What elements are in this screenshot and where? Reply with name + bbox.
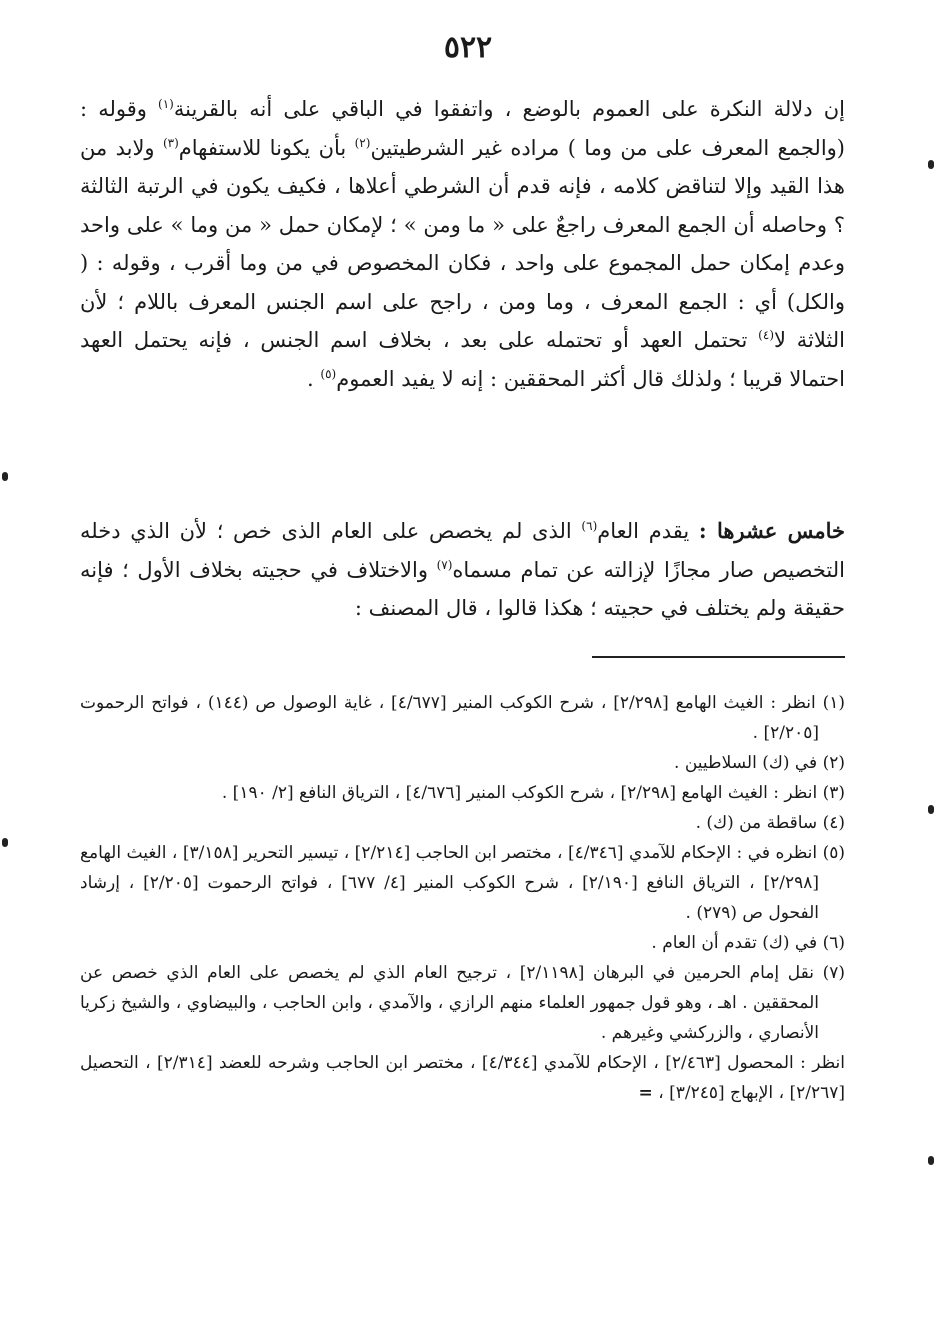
scan-mark bbox=[928, 805, 934, 814]
footnote-4: (٤) ساقطة من (ك) . bbox=[695, 813, 845, 833]
paragraph-text: إن دلالة النكرة على العموم بالوضع ، واتفقوا في الباقي على أنه بالقرينة bbox=[173, 97, 845, 121]
paragraph-text: الذى لم يخصص على العام الذى خص ؛ لأن الذي دخله التخصيص صار مجازًا لإزالته عن تمام مسماه bbox=[80, 519, 846, 582]
footnote-ref-1[interactable]: (١) bbox=[158, 97, 174, 111]
paragraph-text: وقوله : (والجمع المعرف على من وما ) مراده غير الشرطيتين bbox=[80, 97, 845, 160]
footnote-1: (١) انظر : الغيث الهامع [٢/٢٩٨] ، شرح الكوكب المنير [٤/٦٧٧] ، غاية الوصول ص (١٤٤) ، فواتح الرحموت [٢/٢٠٥] . bbox=[80, 693, 846, 743]
scan-mark bbox=[928, 1156, 934, 1165]
page-number: ٥٢٢ bbox=[443, 30, 493, 65]
scan-mark bbox=[928, 160, 934, 169]
paragraph-text: والاختلاف في حجيته بخلاف الأول ؛ فإنه حقيقة ولم يختلف في حجيته ؛ هكذا قالوا ، قال المصنف : bbox=[80, 557, 845, 620]
body-paragraph-2 bbox=[80, 512, 845, 628]
continuation-mark: = bbox=[638, 1083, 653, 1103]
footnote-text: انظر : المحصول [٢/٤٦٣] ، الإحكام للآمدي [٤/٣٤٤] ، مختصر ابن الحاجب وشرحه للعضد [٢/٣١٤] ، التحصيل [٢/٢٦٧] ، الإبهاج [٣/٢٤٥] ، bbox=[80, 1053, 846, 1103]
scan-mark bbox=[2, 838, 8, 847]
footnotes bbox=[80, 688, 845, 1108]
footnote-2: (٢) في (ك) السلاطيين . bbox=[674, 753, 845, 773]
scan-mark bbox=[2, 472, 8, 481]
footnote-ref-7[interactable]: (٧) bbox=[436, 557, 453, 572]
footnote-separator bbox=[592, 656, 845, 658]
footnote-ref-4[interactable]: (٤) bbox=[758, 328, 774, 342]
footnote-3: (٣) انظر : الغيث الهامع [٢/٢٩٨] ، شرح الكوكب المنير [٤/٦٧٦] ، الترياق النافع [٢/ ١٩٠] . bbox=[221, 783, 845, 803]
paragraph-text: . bbox=[307, 366, 321, 391]
paragraph-text: ولابد من هذا القيد وإلا لتناقض كلامه ، فإنه قدم أن الشرطي أعلاها ، فكيف يكون في الرتبة الثالثة ؟ وحاصله أن الجمع المعرف راجعٌ على « ما ومن » ؛ لإمكان حمل « من وما » على واحد وعدم إمكان حمل المجموع على واحد ، فكان المخصوص في من وما أقرب ، وقوله : ( والكل) أي : الجمع المعرف ، وما ومن ، راجح على اسم الجنس المعرف باللام ؛ لأن الثلاثة لا bbox=[80, 135, 845, 352]
paragraph-text: يقدم العام bbox=[597, 519, 699, 543]
footnote-6: (٦) في (ك) تقدم أن العام . bbox=[651, 933, 845, 953]
paragraph-text: تحتمل العهد أو تحتمله على بعد ، بخلاف اسم الجنس ، فإنه يحتمل العهد احتمالا قريبا ؛ ولذلك قال أكثر المحققين : إنه لا يفيد العموم bbox=[80, 328, 845, 391]
footnote-ref-2[interactable]: (٢) bbox=[354, 135, 371, 150]
footnote-7-continued bbox=[80, 1048, 845, 1108]
footnote-5: (٥) انظره في : الإحكام للآمدي [٤/٣٤٦] ، مختصر ابن الحاجب [٢/٢١٤] ، تيسير التحرير [٣/١٥٨] ، الغيث الهامع [٢/٢٩٨] ، الترياق النافع [٢/١٩٠] ، شرح الكوكب المنير [٤/ ٦٧٧] ، فواتح الرحموت [٢/٢٠٥] ، إرشاد الفحول ص (٢٧٩) . bbox=[80, 843, 845, 923]
section-heading: خامس عشرها : bbox=[698, 518, 846, 543]
body-paragraph-1 bbox=[80, 90, 845, 398]
footnote-ref-5[interactable]: (٥) bbox=[320, 366, 337, 381]
footnote-ref-6[interactable]: (٦) bbox=[581, 519, 598, 533]
paragraph-text: بأن يكونا للاستفهام bbox=[178, 135, 355, 160]
footnote-7: (٧) نقل إمام الحرمين في البرهان [٢/١١٩٨] ، ترجيح العام الذي لم يخصص على العام الذي خصص عن المحققين . اهـ ، وهو قول جمهور العلماء منهم الرازي ، والآمدي ، وابن الحاجب ، والبيضاوي ، والشيخ زكريا الأنصاري ، والزركشي وغيرهم . bbox=[80, 963, 845, 1043]
footnote-ref-3[interactable]: (٣) bbox=[162, 135, 179, 150]
